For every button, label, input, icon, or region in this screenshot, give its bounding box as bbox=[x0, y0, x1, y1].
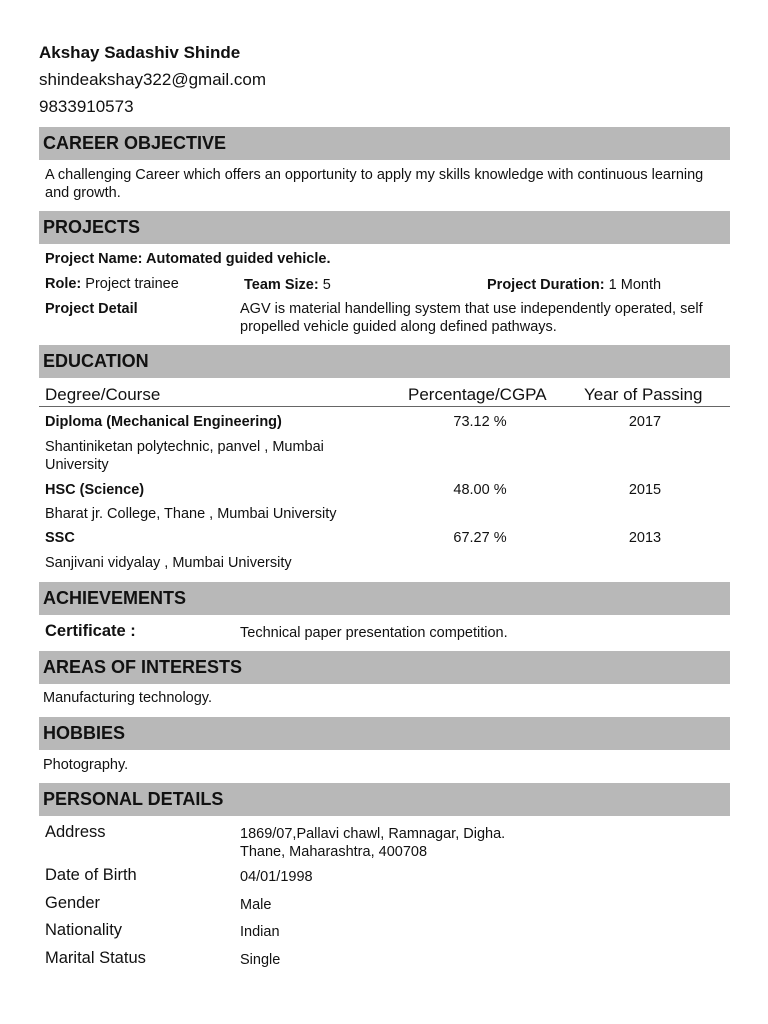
section-title: PERSONAL DETAILS bbox=[43, 789, 224, 809]
edu-header-divider bbox=[39, 406, 730, 407]
edu-col-year: Year of Passing bbox=[584, 385, 703, 404]
personal-details-header bbox=[39, 783, 730, 816]
edu-degree: SSC bbox=[45, 530, 75, 546]
career-objective-header bbox=[39, 127, 730, 160]
project-team-size bbox=[244, 276, 331, 294]
address-label: Address bbox=[45, 823, 106, 841]
section-title: CAREER OBJECTIVE bbox=[43, 133, 227, 153]
hobbies-text: Photography. bbox=[43, 757, 129, 773]
marital-status-label: Marital Status bbox=[45, 949, 146, 967]
achievements-header bbox=[39, 582, 730, 615]
duration-value: 1 Month bbox=[608, 277, 662, 293]
edu-col-degree: Degree/Course bbox=[45, 385, 161, 404]
section-title: AREAS OF INTERESTS bbox=[43, 657, 243, 677]
project-detail-value: AGV is material handelling system that use independently operated, self propelled vehicle guided along defined pathways. bbox=[240, 301, 703, 335]
dob-value: 04/01/1998 bbox=[240, 869, 313, 885]
edu-col-percentage: Percentage/CGPA bbox=[408, 385, 547, 404]
role-label: Role: bbox=[45, 276, 82, 292]
edu-institute: Bharat jr. College, Thane , Mumbai University bbox=[45, 506, 337, 522]
gender-value: Male bbox=[240, 897, 272, 913]
phone-text: 9833910573 bbox=[39, 97, 134, 116]
edu-score: 73.12 % bbox=[453, 414, 507, 430]
project-role bbox=[45, 275, 179, 293]
marital-status-value: Single bbox=[240, 952, 281, 968]
section-title: HOBBIES bbox=[43, 723, 126, 743]
email-text: shindeakshay322@gmail.com bbox=[39, 70, 267, 89]
edu-year: 2015 bbox=[628, 482, 662, 498]
gender-label: Gender bbox=[45, 894, 101, 912]
projects-header bbox=[39, 211, 730, 244]
address-line2: Thane, Maharashtra, 400708 bbox=[240, 844, 428, 860]
role-value: Project trainee bbox=[85, 276, 179, 292]
interests-header bbox=[39, 651, 730, 684]
edu-degree: Diploma (Mechanical Engineering) bbox=[45, 414, 282, 430]
edu-degree: HSC (Science) bbox=[45, 482, 145, 498]
project-duration bbox=[487, 276, 661, 294]
team-size-value: 5 bbox=[322, 277, 331, 293]
education-header bbox=[39, 345, 730, 378]
candidate-name: Akshay Sadashiv Shinde bbox=[39, 43, 241, 62]
edu-score: 48.00 % bbox=[453, 482, 507, 498]
section-title: ACHIEVEMENTS bbox=[43, 588, 187, 608]
edu-year: 2013 bbox=[628, 530, 662, 546]
edu-institute: Sanjivani vidyalay , Mumbai University bbox=[45, 555, 292, 571]
nationality-value: Indian bbox=[240, 924, 280, 940]
hobbies-header bbox=[39, 717, 730, 750]
dob-label: Date of Birth bbox=[45, 866, 137, 884]
project-name: Project Name: Automated guided vehicle. bbox=[45, 251, 331, 267]
career-objective-text: A challenging Career which offers an opportunity to apply my skills knowledge with continuous learning and growth. bbox=[45, 167, 704, 201]
certificate-label: Certificate : bbox=[45, 622, 136, 640]
section-title: EDUCATION bbox=[43, 351, 149, 371]
team-size-label: Team Size: bbox=[244, 277, 319, 293]
edu-institute: Shantiniketan polytechnic, panvel , Mumbai University bbox=[45, 439, 324, 473]
edu-year: 2017 bbox=[628, 414, 662, 430]
address-line1: 1869/07,Pallavi chawl, Ramnagar, Digha. bbox=[240, 826, 506, 842]
project-detail-label: Project Detail bbox=[45, 301, 138, 317]
certificate-value: Technical paper presentation competition. bbox=[240, 625, 508, 641]
interests-text: Manufacturing technology. bbox=[43, 690, 213, 706]
duration-label: Project Duration: bbox=[487, 277, 605, 293]
section-title: PROJECTS bbox=[43, 217, 141, 237]
edu-score: 67.27 % bbox=[453, 530, 507, 546]
nationality-label: Nationality bbox=[45, 921, 123, 939]
